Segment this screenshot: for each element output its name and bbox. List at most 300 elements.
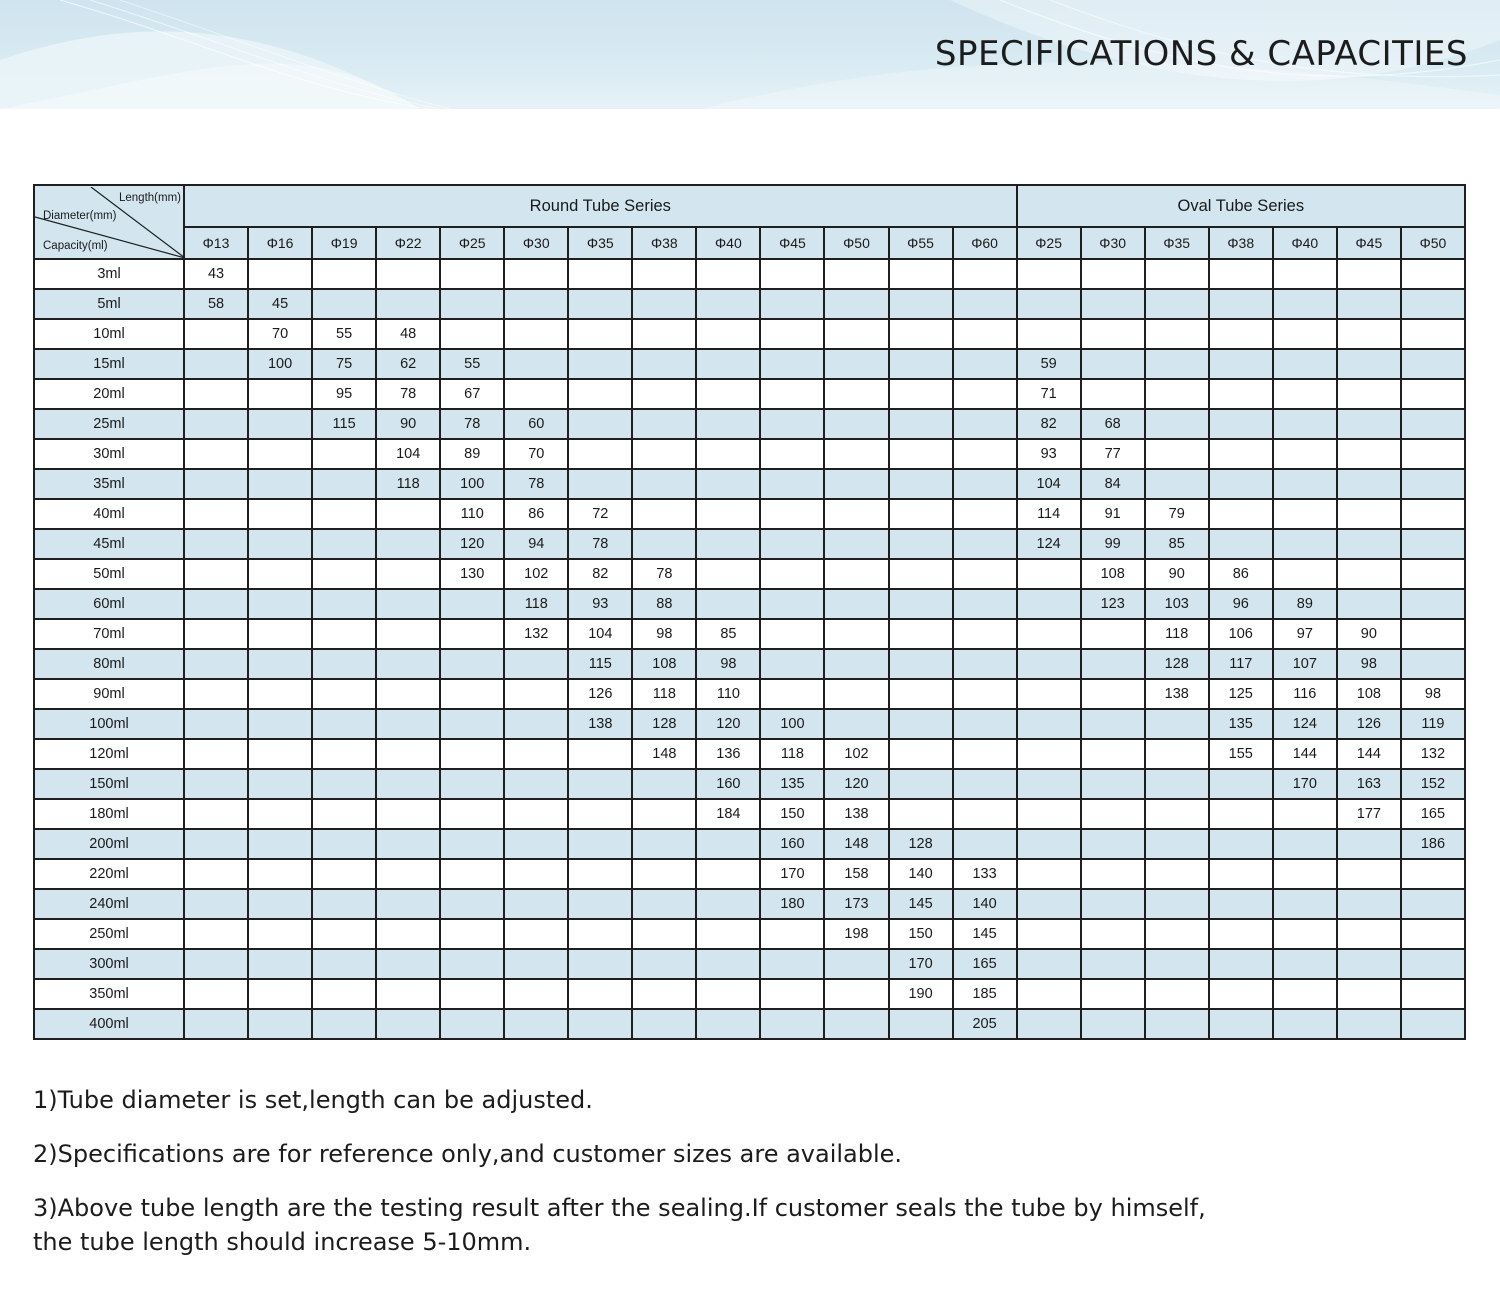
length-cell (248, 859, 312, 889)
table-row (34, 289, 1465, 319)
length-cell (248, 619, 312, 649)
length-cell (632, 859, 696, 889)
length-cell (1017, 259, 1081, 289)
length-cell (1145, 289, 1209, 319)
length-cell (760, 499, 824, 529)
length-cell (760, 289, 824, 319)
length-cell (889, 769, 953, 799)
length-cell (1337, 289, 1401, 319)
length-cell (248, 379, 312, 409)
length-cell (312, 559, 376, 589)
length-cell: 104 (376, 439, 440, 469)
length-cell: 117 (1209, 649, 1273, 679)
length-cell (760, 379, 824, 409)
length-cell: 89 (1273, 589, 1337, 619)
diameter-header-row (34, 227, 1465, 259)
length-cell (1209, 979, 1273, 1009)
length-cell: 88 (632, 589, 696, 619)
length-label: Length(mm) (119, 191, 181, 204)
length-cell (1081, 379, 1145, 409)
length-cell (312, 799, 376, 829)
round-series-header: Round Tube Series (184, 185, 1017, 227)
length-cell (1017, 649, 1081, 679)
length-cell (1401, 529, 1465, 559)
capacity-cell: 15ml (34, 349, 184, 379)
length-cell: 59 (1017, 349, 1081, 379)
length-cell: 170 (760, 859, 824, 889)
length-cell (1401, 289, 1465, 319)
length-cell: 186 (1401, 829, 1465, 859)
length-cell (824, 949, 888, 979)
series-header-row (34, 185, 1465, 227)
length-cell (248, 1009, 312, 1039)
capacity-cell: 300ml (34, 949, 184, 979)
length-cell (504, 289, 568, 319)
length-cell (504, 769, 568, 799)
length-cell (760, 979, 824, 1009)
length-cell: 91 (1081, 499, 1145, 529)
length-cell (760, 529, 824, 559)
length-cell (184, 439, 248, 469)
round-diameter-header: Φ38 (632, 227, 696, 259)
length-cell (889, 499, 953, 529)
length-cell (312, 499, 376, 529)
length-cell (953, 499, 1017, 529)
length-cell (184, 499, 248, 529)
length-cell: 106 (1209, 619, 1273, 649)
length-cell (760, 589, 824, 619)
table-row (34, 379, 1465, 409)
length-cell (440, 589, 504, 619)
length-cell (1273, 349, 1337, 379)
length-cell (568, 979, 632, 1009)
length-cell (184, 409, 248, 439)
length-cell (1401, 499, 1465, 529)
length-cell (1401, 319, 1465, 349)
length-cell: 62 (376, 349, 440, 379)
length-cell (504, 319, 568, 349)
length-cell (1145, 439, 1209, 469)
length-cell: 152 (1401, 769, 1465, 799)
length-cell (1081, 619, 1145, 649)
length-cell (504, 259, 568, 289)
length-cell (376, 769, 440, 799)
length-cell (248, 889, 312, 919)
length-cell (248, 739, 312, 769)
table-row (34, 949, 1465, 979)
length-cell (1017, 859, 1081, 889)
length-cell (1273, 1009, 1337, 1039)
length-cell (696, 409, 760, 439)
length-cell: 108 (1081, 559, 1145, 589)
length-cell (440, 679, 504, 709)
length-cell (1209, 949, 1273, 979)
length-cell (568, 469, 632, 499)
capacity-cell: 80ml (34, 649, 184, 679)
length-cell (376, 799, 440, 829)
length-cell (1081, 349, 1145, 379)
length-cell (376, 679, 440, 709)
length-cell: 78 (504, 469, 568, 499)
length-cell: 150 (889, 919, 953, 949)
round-diameter-header: Φ55 (889, 227, 953, 259)
length-cell: 99 (1081, 529, 1145, 559)
length-cell: 140 (953, 889, 1017, 919)
length-cell (1337, 919, 1401, 949)
length-cell: 93 (568, 589, 632, 619)
length-cell (824, 589, 888, 619)
length-cell (632, 499, 696, 529)
note-3-line-1: 3)Above tube length are the testing result after the sealing.If customer seals the tube by himself, (33, 1194, 1206, 1222)
length-cell (889, 409, 953, 439)
length-cell (696, 319, 760, 349)
length-cell (889, 739, 953, 769)
length-cell (1273, 469, 1337, 499)
length-cell (568, 409, 632, 439)
length-cell (760, 1009, 824, 1039)
length-cell (1401, 889, 1465, 919)
table-row (34, 799, 1465, 829)
length-cell: 132 (1401, 739, 1465, 769)
length-cell (696, 919, 760, 949)
length-cell (696, 979, 760, 1009)
length-cell: 85 (696, 619, 760, 649)
length-cell (1209, 919, 1273, 949)
length-cell: 136 (696, 739, 760, 769)
length-cell (632, 259, 696, 289)
length-cell (312, 979, 376, 1009)
capacity-cell: 90ml (34, 679, 184, 709)
length-cell (889, 1009, 953, 1039)
length-cell: 86 (1209, 559, 1273, 589)
length-cell (248, 649, 312, 679)
length-cell (504, 799, 568, 829)
table-row (34, 679, 1465, 709)
round-diameter-header: Φ25 (440, 227, 504, 259)
length-cell (1273, 439, 1337, 469)
length-cell (696, 559, 760, 589)
length-cell (889, 259, 953, 289)
length-cell (632, 289, 696, 319)
length-cell (953, 619, 1017, 649)
capacity-cell: 350ml (34, 979, 184, 1009)
length-cell: 124 (1273, 709, 1337, 739)
oval-diameter-header: Φ30 (1081, 227, 1145, 259)
length-cell: 114 (1017, 499, 1081, 529)
length-cell (1337, 949, 1401, 979)
notes-section (33, 1083, 1463, 1259)
length-cell (568, 319, 632, 349)
length-cell (376, 919, 440, 949)
length-cell (824, 979, 888, 1009)
length-cell (1337, 439, 1401, 469)
capacity-cell: 3ml (34, 259, 184, 289)
length-cell (632, 769, 696, 799)
length-cell: 144 (1273, 739, 1337, 769)
capacity-cell: 35ml (34, 469, 184, 499)
length-cell: 125 (1209, 679, 1273, 709)
length-cell (1145, 949, 1209, 979)
length-cell (1337, 379, 1401, 409)
length-cell: 78 (568, 529, 632, 559)
length-cell (760, 649, 824, 679)
header-banner (0, 0, 1500, 109)
length-cell (184, 979, 248, 1009)
length-cell: 128 (632, 709, 696, 739)
length-cell (376, 529, 440, 559)
length-cell (312, 259, 376, 289)
length-cell: 78 (632, 559, 696, 589)
length-cell (632, 799, 696, 829)
length-cell (1401, 559, 1465, 589)
length-cell (1145, 829, 1209, 859)
length-cell (1145, 469, 1209, 499)
length-cell (889, 349, 953, 379)
length-cell (696, 889, 760, 919)
length-cell (760, 409, 824, 439)
length-cell (184, 349, 248, 379)
length-cell: 165 (1401, 799, 1465, 829)
length-cell (1017, 799, 1081, 829)
length-cell (824, 259, 888, 289)
length-cell (1209, 799, 1273, 829)
length-cell (504, 919, 568, 949)
length-cell (953, 829, 1017, 859)
length-cell (1337, 529, 1401, 559)
capacity-cell: 220ml (34, 859, 184, 889)
length-cell (824, 529, 888, 559)
length-cell (824, 349, 888, 379)
length-cell (440, 319, 504, 349)
length-cell (312, 649, 376, 679)
length-cell (568, 769, 632, 799)
length-cell: 140 (889, 859, 953, 889)
length-cell: 58 (184, 289, 248, 319)
length-cell (312, 709, 376, 739)
length-cell (1209, 859, 1273, 889)
length-cell (312, 859, 376, 889)
round-diameter-header: Φ16 (248, 227, 312, 259)
length-cell (184, 769, 248, 799)
length-cell (376, 709, 440, 739)
length-cell (632, 409, 696, 439)
length-cell (760, 439, 824, 469)
length-cell (1401, 469, 1465, 499)
capacity-cell: 45ml (34, 529, 184, 559)
length-cell: 170 (1273, 769, 1337, 799)
length-cell (1081, 919, 1145, 949)
length-cell: 138 (1145, 679, 1209, 709)
page-title: SPECIFICATIONS & CAPACITIES (934, 34, 1468, 74)
length-cell: 165 (953, 949, 1017, 979)
length-cell (1209, 1009, 1273, 1039)
capacity-cell: 150ml (34, 769, 184, 799)
length-cell (184, 799, 248, 829)
capacity-cell: 50ml (34, 559, 184, 589)
length-cell (1145, 709, 1209, 739)
length-cell (1017, 709, 1081, 739)
length-cell: 72 (568, 499, 632, 529)
length-cell (376, 289, 440, 319)
oval-diameter-header: Φ45 (1337, 227, 1401, 259)
length-cell (1273, 919, 1337, 949)
round-diameter-header: Φ50 (824, 227, 888, 259)
length-cell (632, 529, 696, 559)
table-row (34, 559, 1465, 589)
length-cell (889, 559, 953, 589)
length-cell: 126 (1337, 709, 1401, 739)
length-cell (1145, 889, 1209, 919)
table-row (34, 919, 1465, 949)
length-cell (953, 799, 1017, 829)
length-cell: 148 (632, 739, 696, 769)
length-cell (824, 409, 888, 439)
length-cell (440, 709, 504, 739)
length-cell (1337, 409, 1401, 439)
length-cell: 84 (1081, 469, 1145, 499)
length-cell (1081, 709, 1145, 739)
length-cell: 118 (504, 589, 568, 619)
length-cell (1401, 379, 1465, 409)
length-cell: 94 (504, 529, 568, 559)
length-cell (889, 709, 953, 739)
length-cell (953, 649, 1017, 679)
length-cell (889, 649, 953, 679)
length-cell (889, 439, 953, 469)
length-cell: 119 (1401, 709, 1465, 739)
length-cell (696, 589, 760, 619)
length-cell (248, 409, 312, 439)
length-cell (1145, 1009, 1209, 1039)
length-cell (1401, 859, 1465, 889)
length-cell: 104 (1017, 469, 1081, 499)
round-diameter-header: Φ30 (504, 227, 568, 259)
length-cell (504, 649, 568, 679)
length-cell (184, 649, 248, 679)
table-row (34, 769, 1465, 799)
length-cell: 124 (1017, 529, 1081, 559)
length-cell (1401, 949, 1465, 979)
length-cell (312, 529, 376, 559)
length-cell (1337, 259, 1401, 289)
table-row (34, 709, 1465, 739)
length-cell (953, 679, 1017, 709)
length-cell (440, 919, 504, 949)
length-cell (504, 889, 568, 919)
oval-diameter-header: Φ38 (1209, 227, 1273, 259)
note-3 (33, 1191, 1463, 1259)
length-cell (1081, 979, 1145, 1009)
length-cell (248, 949, 312, 979)
length-cell (1081, 649, 1145, 679)
length-cell (1017, 889, 1081, 919)
capacity-cell: 20ml (34, 379, 184, 409)
length-cell (889, 469, 953, 499)
length-cell: 110 (696, 679, 760, 709)
length-cell (184, 469, 248, 499)
length-cell (1273, 979, 1337, 1009)
length-cell (696, 859, 760, 889)
length-cell (1273, 859, 1337, 889)
length-cell (568, 739, 632, 769)
length-cell: 128 (1145, 649, 1209, 679)
length-cell (440, 1009, 504, 1039)
table-row (34, 649, 1465, 679)
length-cell (1145, 259, 1209, 289)
length-cell (1209, 439, 1273, 469)
length-cell (568, 949, 632, 979)
length-cell (1337, 1009, 1401, 1039)
length-cell (440, 769, 504, 799)
length-cell (953, 739, 1017, 769)
length-cell: 98 (696, 649, 760, 679)
table-row (34, 619, 1465, 649)
table-row (34, 409, 1465, 439)
round-diameter-header: Φ35 (568, 227, 632, 259)
table-row (34, 529, 1465, 559)
length-cell (504, 349, 568, 379)
length-cell (1081, 1009, 1145, 1039)
length-cell (1209, 829, 1273, 859)
diameter-label: Diameter(mm) (43, 209, 117, 222)
length-cell (504, 379, 568, 409)
length-cell (1081, 829, 1145, 859)
length-cell (1401, 619, 1465, 649)
table-row (34, 739, 1465, 769)
length-cell: 68 (1081, 409, 1145, 439)
length-cell (824, 649, 888, 679)
table-row (34, 889, 1465, 919)
table-row (34, 439, 1465, 469)
length-cell (312, 1009, 376, 1039)
length-cell (568, 829, 632, 859)
length-cell (1017, 769, 1081, 799)
length-cell (376, 619, 440, 649)
length-cell (312, 919, 376, 949)
length-cell: 107 (1273, 649, 1337, 679)
length-cell (953, 319, 1017, 349)
length-cell (184, 859, 248, 889)
length-cell (312, 739, 376, 769)
length-cell: 98 (1337, 649, 1401, 679)
length-cell (824, 289, 888, 319)
length-cell: 180 (760, 889, 824, 919)
length-cell (376, 889, 440, 919)
length-cell: 55 (440, 349, 504, 379)
length-cell: 120 (440, 529, 504, 559)
table-row (34, 589, 1465, 619)
table-row (34, 469, 1465, 499)
length-cell: 155 (1209, 739, 1273, 769)
length-cell (824, 499, 888, 529)
length-cell: 98 (1401, 679, 1465, 709)
length-cell (1209, 769, 1273, 799)
length-cell: 198 (824, 919, 888, 949)
length-cell (1081, 259, 1145, 289)
capacity-cell: 100ml (34, 709, 184, 739)
length-cell: 97 (1273, 619, 1337, 649)
length-cell (504, 949, 568, 979)
length-cell: 190 (889, 979, 953, 1009)
length-cell (568, 259, 632, 289)
length-cell: 145 (953, 919, 1017, 949)
length-cell: 95 (312, 379, 376, 409)
length-cell (1273, 529, 1337, 559)
capacity-cell: 60ml (34, 589, 184, 619)
length-cell (376, 259, 440, 289)
length-cell (1337, 889, 1401, 919)
length-cell (312, 889, 376, 919)
